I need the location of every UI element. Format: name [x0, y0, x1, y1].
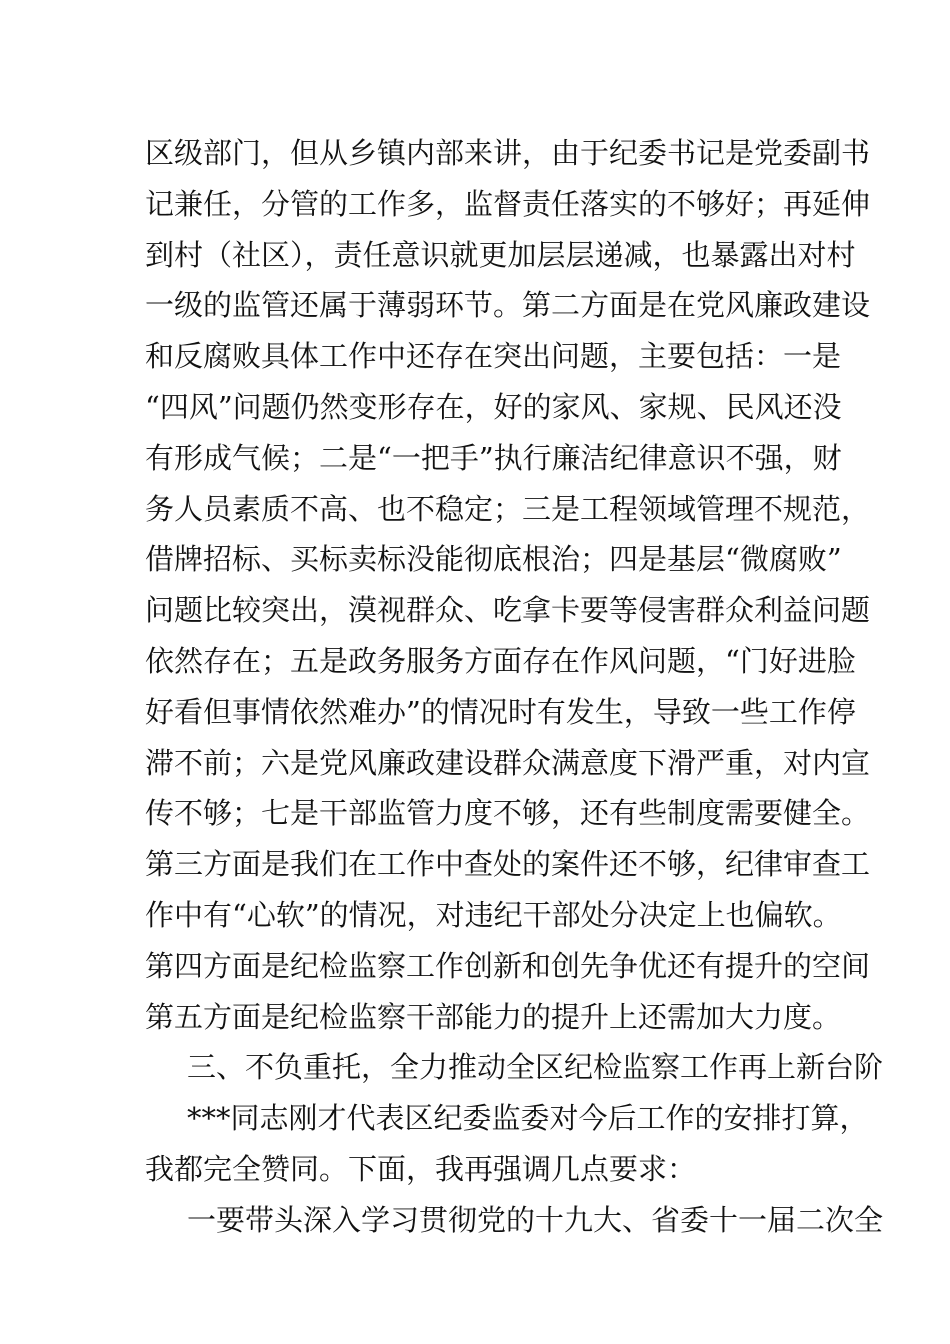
- text-line: 我都完全赞同。下面，我再强调几点要求：: [145, 1151, 697, 1186]
- text-line: 第四方面是纪检监察工作创新和创先争优还有提升的空间: [145, 948, 871, 983]
- text-line: 和反腐败具体工作中还存在突出问题，主要包括：一是: [145, 339, 842, 374]
- text-line: 一级的监管还属于薄弱环节。第二方面是在党风廉政建设: [145, 288, 871, 323]
- text-line: 作中有“心软”的情况，对违纪干部处分决定上也偏软。: [145, 897, 842, 932]
- text-line: 第五方面是纪检监察干部能力的提升上还需加大力度。: [145, 999, 842, 1034]
- text-line: 滞不前；六是党风廉政建设群众满意度下滑严重，对内宣: [145, 745, 871, 780]
- text-line: 区级部门，但从乡镇内部来讲，由于纪委书记是党委副书: [145, 136, 871, 170]
- text-line: 一要带头深入学习贯彻党的十九大、省委十一届二次全: [187, 1202, 884, 1237]
- document-body: [145, 128, 884, 1246]
- section-heading: 三、不负重托，全力推动全区纪检监察工作再上新台阶: [187, 1050, 884, 1085]
- text-line: 借牌招标、买标卖标没能彻底根治；四是基层“微腐败”: [145, 542, 842, 577]
- text-line: 传不够；七是干部监管力度不够，还有些制度需要健全。: [145, 796, 871, 831]
- text-line: 有形成气候；二是“一把手”执行廉洁纪律意识不强，财: [145, 440, 842, 475]
- text-line: 记兼任，分管的工作多，监督责任落实的不够好；再延伸: [145, 186, 871, 221]
- text-line: 第三方面是我们在工作中查处的案件还不够，纪律审查工: [145, 847, 871, 882]
- text-line: “四风”问题仍然变形存在，好的家风、家规、民风还没: [145, 389, 842, 424]
- text-line: 依然存在；五是政务服务方面存在作风问题，“门好进脸: [145, 643, 856, 678]
- text-line: 务人员素质不高、也不稳定；三是工程领域管理不规范，: [145, 491, 871, 526]
- text-line: 到村（社区），责任意识就更加层层递减，也暴露出对村: [145, 237, 856, 272]
- text-line: 问题比较突出，漠视群众、吃拿卡要等侵害群众利益问题: [145, 593, 871, 628]
- text-line: 好看但事情依然难办”的情况时有发生，导致一些工作停: [145, 694, 856, 729]
- text-line: ***同志刚才代表区纪委监委对今后工作的安排打算，: [187, 1101, 869, 1136]
